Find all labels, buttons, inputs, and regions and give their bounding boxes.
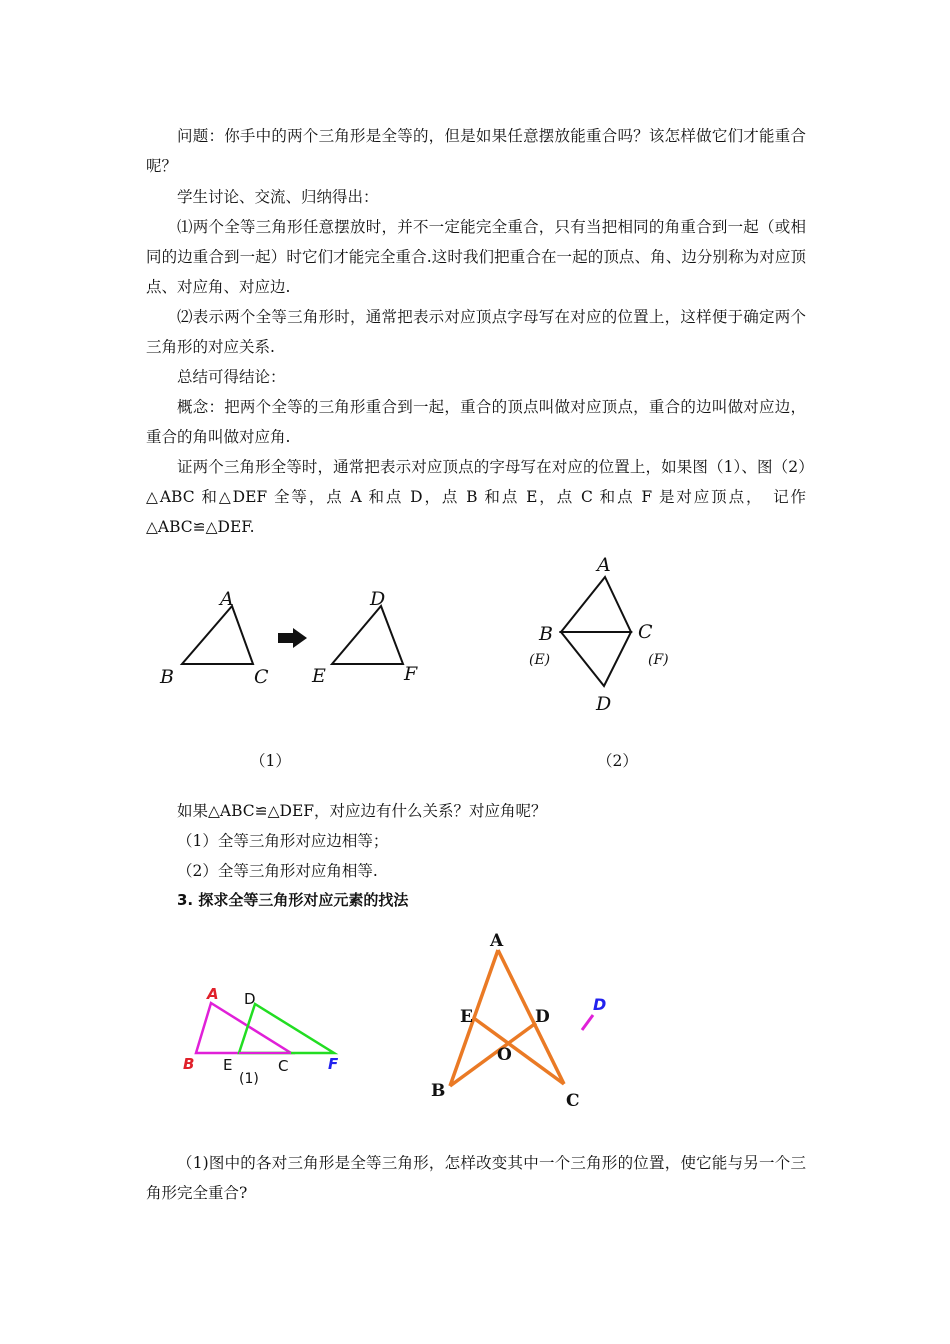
label-d: D (535, 1007, 550, 1027)
section-heading: 3. 探求全等三角形对应元素的找法 (177, 891, 409, 909)
paragraph-point-1: ⑴两个全等三角形任意摆放时，并不一定能完全重合，只有当把相同的角重合到一起（或相同的边重合到一起）时它们才能完全重合.这时我们把重合在一起的顶点、角、边分别称为对应顶点、对应角、对应边. (146, 218, 806, 296)
paragraph-concept: 概念：把两个全等的三角形重合到一起，重合的顶点叫做对应顶点，重合的边叫做对应边，重合的角叫做对应角. (146, 398, 806, 446)
label-figure-1: (1) (239, 1071, 259, 1087)
arrow-icon (278, 628, 307, 648)
vertex-label-f: F (404, 663, 418, 685)
figure-orange-triangles (428, 928, 588, 1113)
figure-reflection (525, 552, 685, 722)
paragraph-question-2: 如果△ABC≌△DEF，对应边有什么关系？对应角呢？ (177, 802, 547, 820)
vertex-label-d: D (370, 588, 386, 610)
label-c: C (278, 1057, 289, 1075)
vertex-label-d: D (596, 693, 612, 715)
label-d: D (244, 990, 256, 1008)
vertex-label-a: A (220, 588, 234, 610)
label-o: O (497, 1045, 512, 1065)
label-e: E (223, 1056, 233, 1074)
label-c: C (566, 1091, 580, 1111)
vertex-label-e-paren: (E) (529, 652, 551, 668)
vertex-label-f-paren: (F) (648, 652, 669, 668)
paragraph-discussion: 学生讨论、交流、归纳得出： (177, 188, 379, 206)
label-e: E (460, 1007, 473, 1027)
label-d-blue: D (593, 995, 607, 1014)
figure-overlapping-triangles (178, 985, 353, 1090)
label-a: A (490, 931, 504, 951)
vertex-label-b: B (539, 623, 553, 645)
label-b-red: B (183, 1055, 195, 1073)
paragraph-point-2: ⑵表示两个全等三角形时，通常把表示对应顶点字母写在对应的位置上，这样便于确定两个三角形的对应关系. (146, 308, 806, 356)
paragraph-answer-2: （2）全等三角形对应角相等. (177, 862, 378, 880)
paragraph-answer-1: （1）全等三角形对应边相等； (177, 832, 389, 850)
figure-caption-2: （2） (597, 752, 638, 770)
paragraph-notation: 证两个三角形全等时，通常把表示对应顶点的字母写在对应的位置上，如果图（1）、图（2）△ABC 和△DEF 全等，点 A 和点 D，点 B 和点 E，点 C 和点 F 是对应顶点， 记作△ABC≌△DEF. (146, 458, 806, 536)
label-a-red: A (207, 985, 219, 1003)
vertex-label-a: A (597, 554, 611, 576)
vertex-label-b: B (160, 666, 174, 688)
vertex-label-c: C (638, 621, 653, 643)
vertex-label-e: E (312, 665, 326, 687)
paragraph-exercise: （1)图中的各对三角形是全等三角形，怎样改变其中一个三角形的位置，使它能与另一个三角形完全重合? (146, 1154, 806, 1202)
paragraph-question: 问题：你手中的两个三角形是全等的，但是如果任意摆放能重合吗？该怎样做它们才能重合呢？ (146, 127, 806, 175)
figure-translation (150, 578, 430, 698)
label-f-blue: F (328, 1055, 339, 1073)
figure-caption-1: （1） (250, 752, 291, 770)
label-b: B (431, 1081, 446, 1101)
figure-cropped-fragment (578, 990, 618, 1035)
paragraph-summary: 总结可得结论： (177, 368, 286, 386)
vertex-label-c: C (254, 666, 269, 688)
